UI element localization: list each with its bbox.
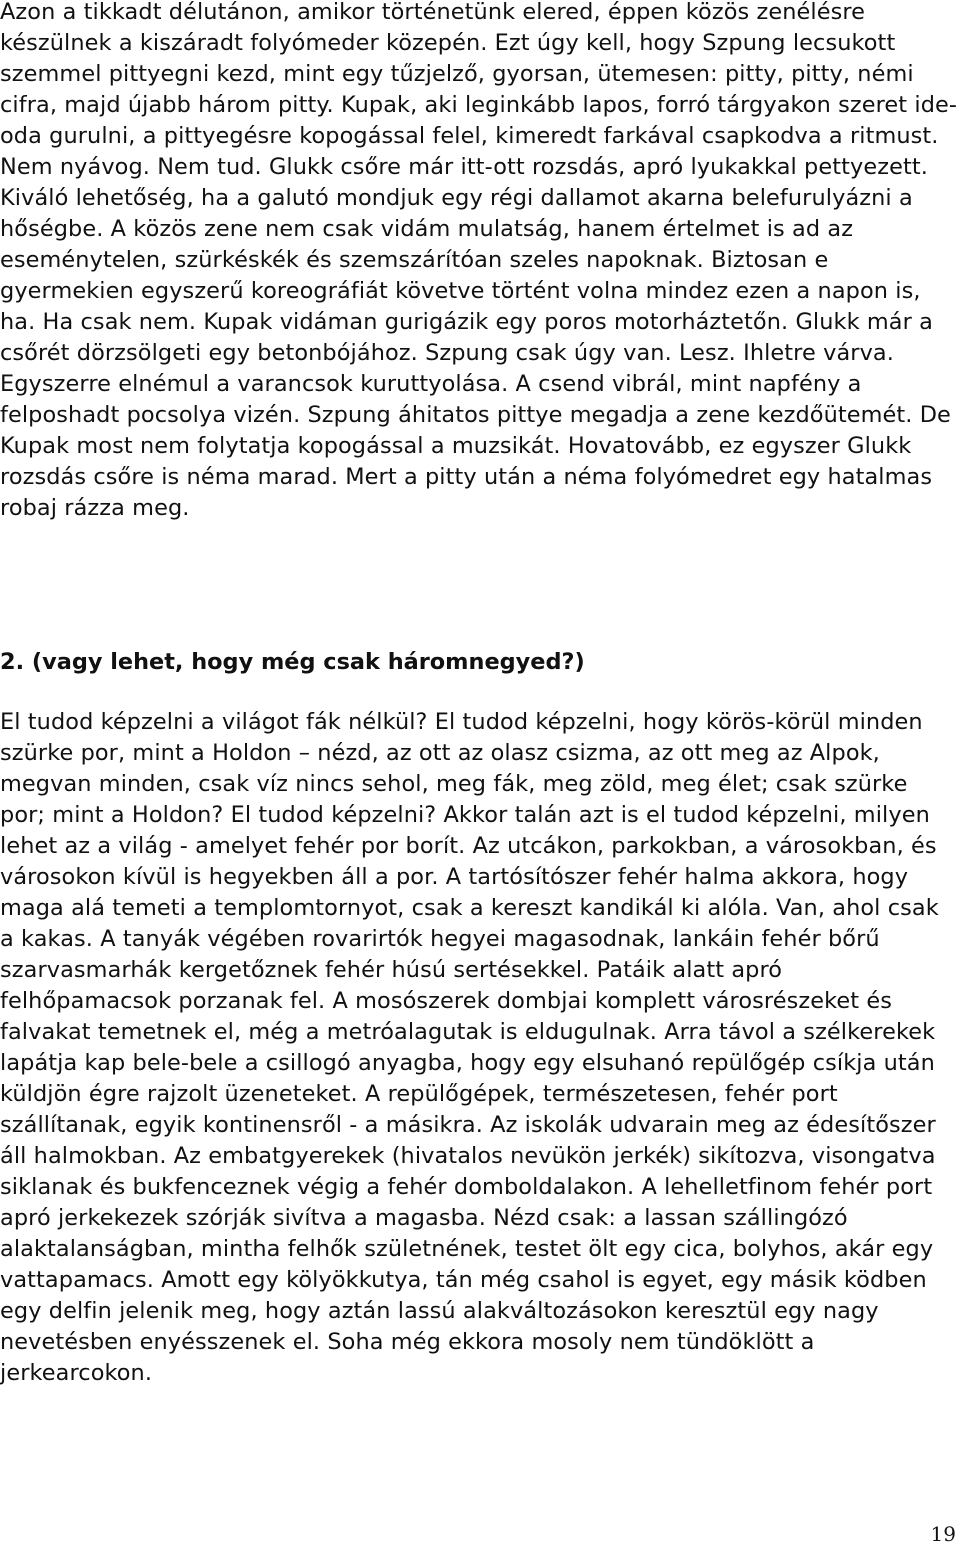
story-paragraph-1: Azon a tikkadt délutánon, amikor történetünk elered, éppen közös zenélésre készülnek a kiszáradt folyómeder közepén. Ezt úgy kell, hogy Szpung lecsukott szemmel pittyegni kezd, mint egy tűzjelző, gyorsan, ütemesen: pitty, pitty, némi cifra, majd újabb három pitty. Kupak, aki leginkább lapos, forró tárgyakon szeret ide-oda gurulni, a pittyegésre kopogással felel, kimeredt farkával csapkodva a ritmust. Nem nyávog. Nem tud. Glukk csőre már itt-ott rozsdás, apró lyukakkal pettyezett. Kiváló lehetőség, ha a galutó mondjuk egy régi dallamot akarna belefurulyázni a hőségbe. A közös zene nem csak vidám mulatság, hanem értelmet is ad az eseménytelen, szürkéskék és szemszárítóan szeles napoknak. Biztosan e gyermekien egyszerű koreográfiát követve történt volna mindez ezen a napon is, ha. Ha csak nem. Kupak vidáman gurigázik egy poros motorháztetőn. Glukk már a csőrét dörzsölgeti egy betonbójához. Szpung csak úgy van. Lesz. Ihletre várva. Egyszerre elnémul a varancsok kuruttyolása. A csend vibrál, mint napfény a felposhadt pocsolya vizén. Szpung áhitatos pittye megadja a zene kezdőütemét. De Kupak most nem folytatja kopogással a muzsikát. Hovatovább, ez egyszer Glukk rozsdás csőre is néma marad. Mert a pitty után a néma folyómedret egy hatalmas robaj rázza meg. (0, 0, 958, 521)
chapter-heading: 2. (vagy lehet, hogy még csak háromnegyed?) (0, 649, 585, 675)
story-paragraph-2: El tudod képzelni a világot fák nélkül? El tudod képzelni, hogy körös-körül minden szürke por, mint a Holdon – nézd, az ott az olasz csizma, az ott meg az Alpok, megvan minden, csak víz nincs sehol, meg fák, meg zöld, meg élet; csak szürke por; mint a Holdon? El tudod képzelni? Akkor talán azt is el tudod képzelni, milyen lehet az a világ - amelyet fehér por borít. Az utcákon, parkokban, a városokban, és városokon kívül is hegyekben áll a por. A tartósítószer fehér halma akkora, hogy maga alá temeti a templomtornyot, csak a kereszt kandikál ki alóla. Van, ahol csak a kakas. A tanyák végében rovarirtók hegyei magasodnak, lankáin fehér bőrű szarvasmarhák kergetőznek fehér húsú sertésekkel. Patáik alatt apró felhőpamacsok porzanak fel. A mosószerek dombjai komplett városrészeket és falvakat temetnek el, még a metróalagutak is eldugulnak. Arra távol a szélkerekek lapátja kap bele-bele a csillogó anyagba, hogy egy elsuhanó repülőgép csíkja után küldjön égre rajzolt üzeneteket. A repülőgépek, természetesen, fehér port szállítanak, egyik kontinensről - a másikra. Az iskolák udvarain meg az édesítőszer áll halmokban. Az embatgyerekek (hivatalos nevükön jerkék) sikítozva, visongatva siklanak és bukfenceznek végig a fehér domboldalakon. A lehelletfinom fehér port apró jerkekezek szórják sivítva a magasba. Nézd csak: a lassan szállingózó alaktalanságban, mintha felhők születnének, testet ölt egy cica, bolyhos, akár egy vattapamacs. Amott egy kölyökkutya, tán még csahol is egyet, egy másik ködben egy delfin jelenik meg, hogy aztán lassú alakváltozásokon keresztül egy nagy nevetésben enyésszenek el. Soha még ekkora mosoly nem tündöklött a jerkearcokon. (0, 709, 939, 1386)
page-number: 19 (930, 1522, 956, 1546)
